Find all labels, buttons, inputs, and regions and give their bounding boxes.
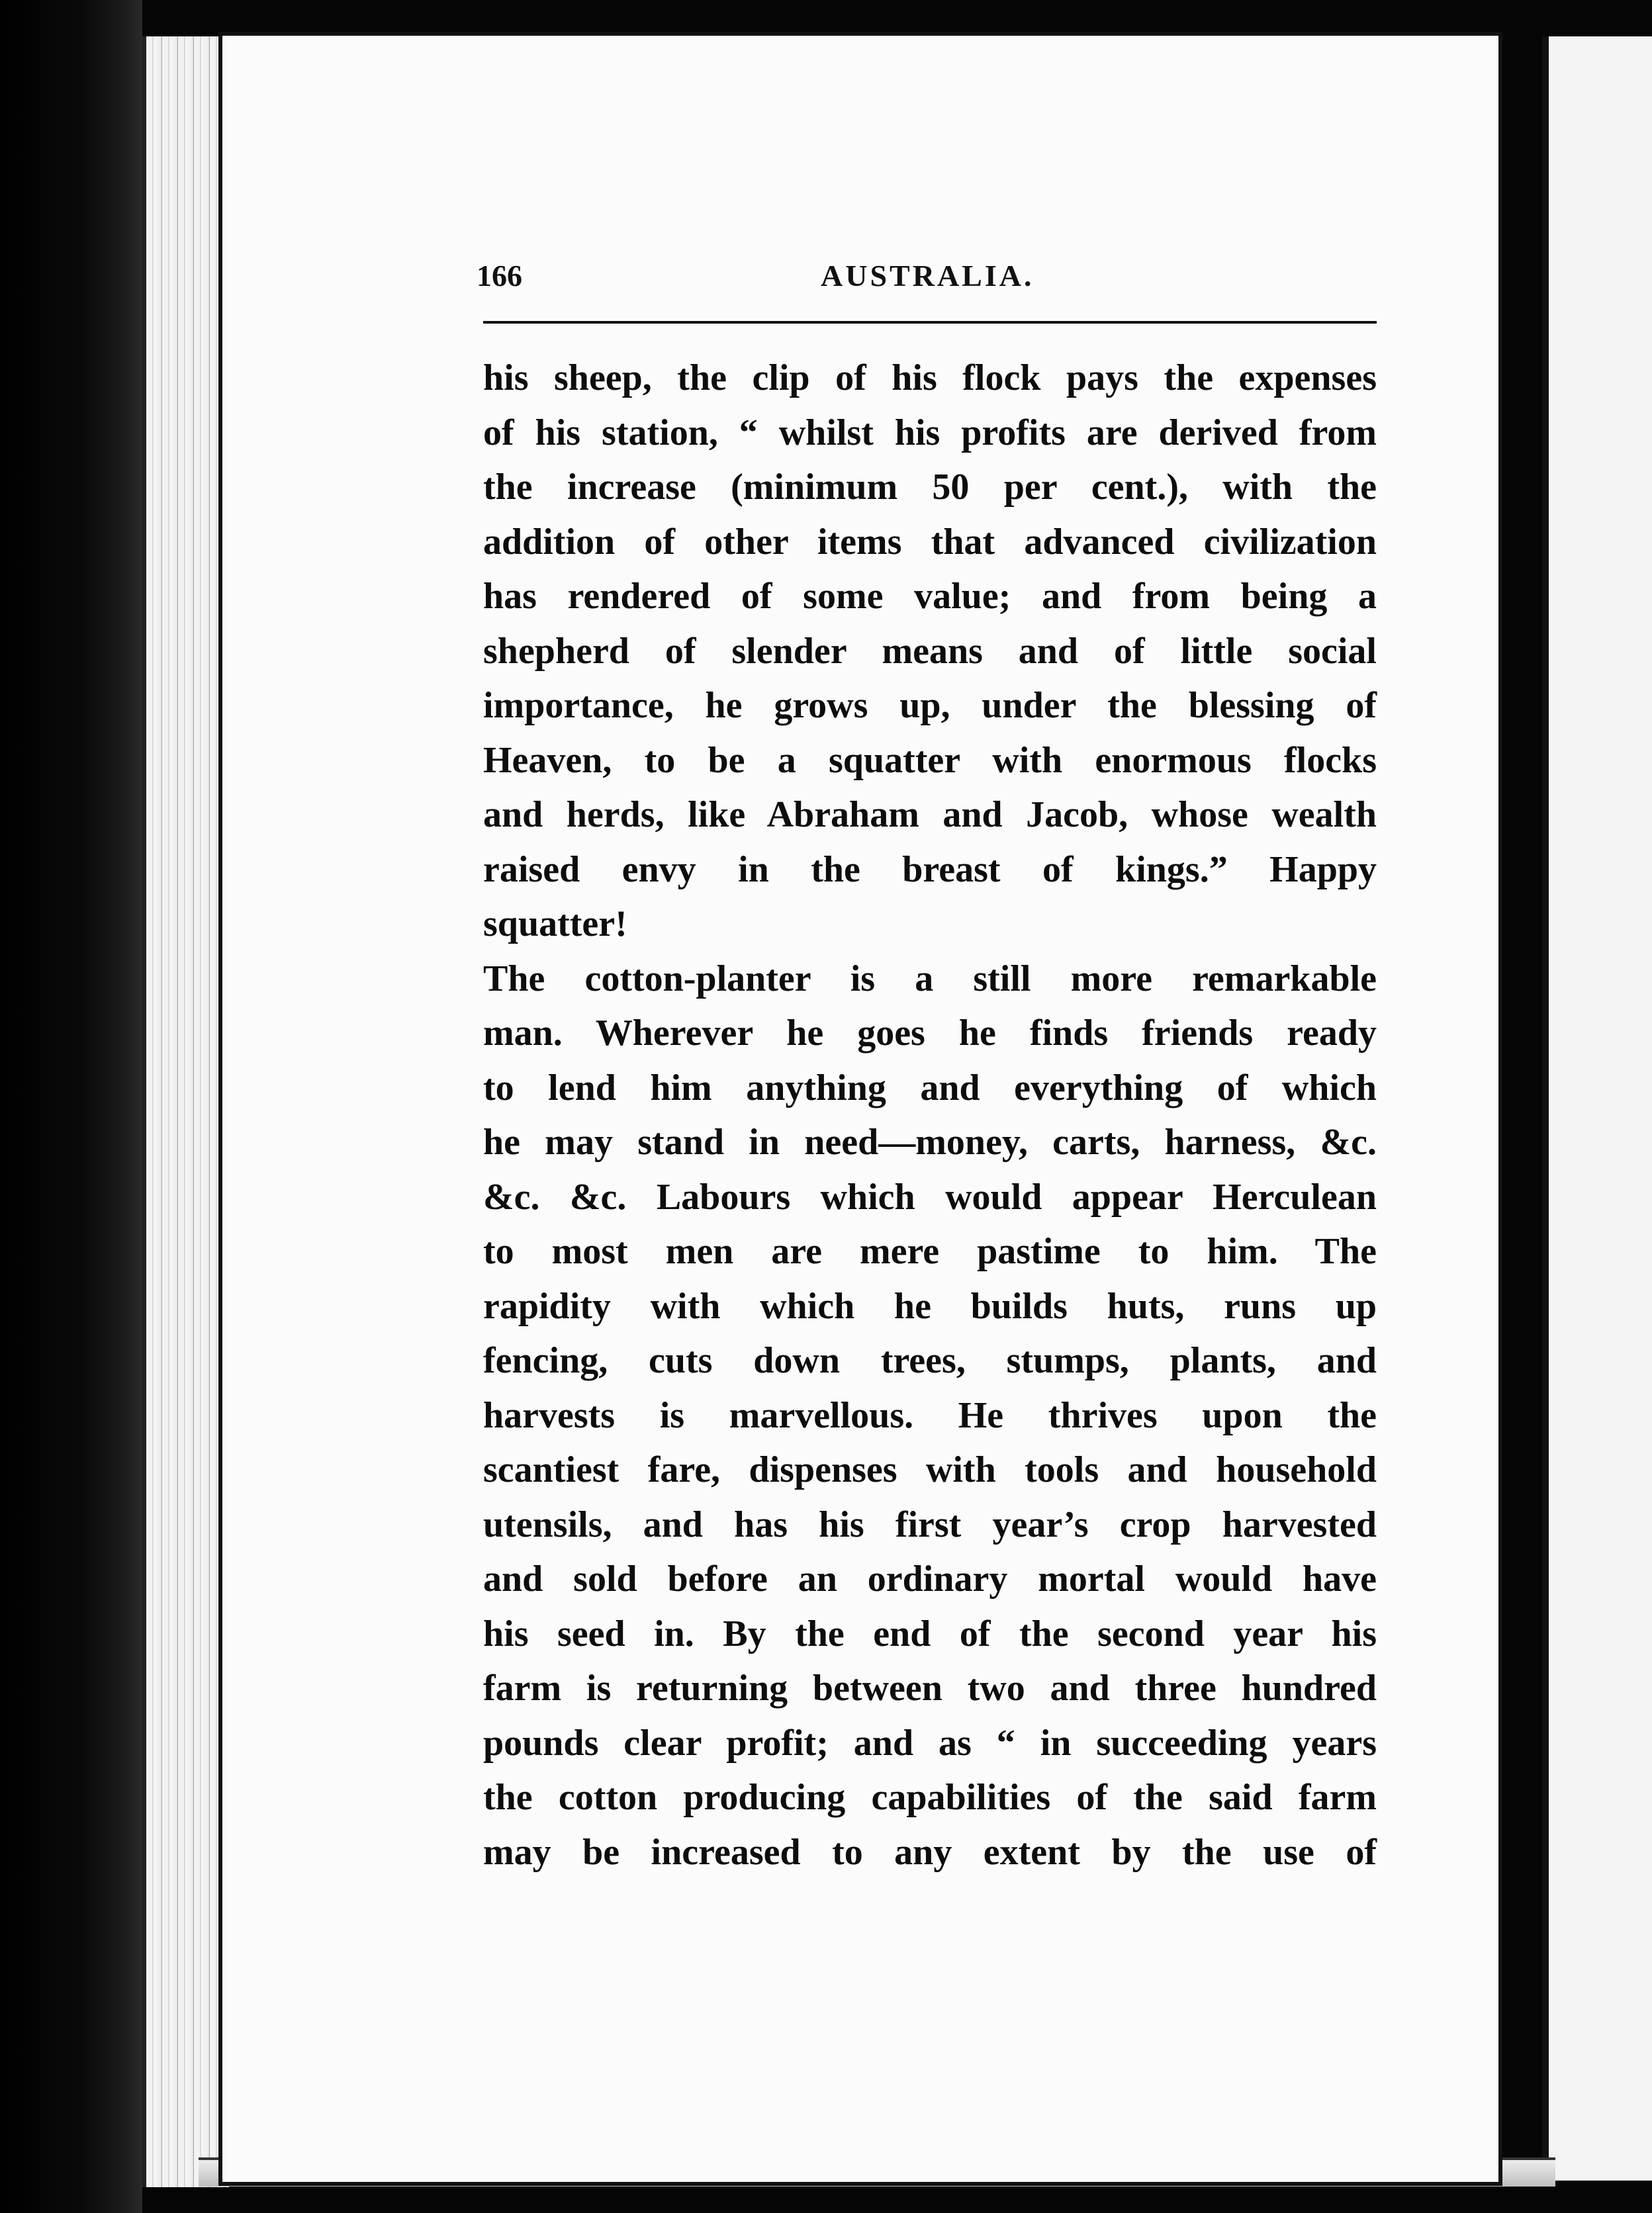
text-line: Heaven, to be a squatter with enormous flocks	[483, 739, 1377, 781]
text-line: to lend him anything and everything of which	[483, 1067, 1377, 1108]
text-line: his sheep, the clip of his flock pays the expenses	[483, 357, 1377, 398]
text-line: addition of other items that advanced civilization	[483, 521, 1377, 563]
text-line: his seed in. By the end of the second year his	[483, 1613, 1377, 1654]
page-edges	[142, 36, 229, 2187]
text-line: may be increased to any extent by the use of	[483, 1831, 1377, 1873]
text-line: the cotton producing capabilities of the said farm	[483, 1777, 1377, 1818]
running-head: AUSTRALIA.	[821, 259, 1034, 293]
text-line: has rendered of some value; and from being a	[483, 576, 1377, 617]
body-text	[483, 351, 1377, 1879]
text-line: shepherd of slender means and of little social	[483, 630, 1377, 672]
header-rule	[483, 321, 1377, 324]
text-line: farm is returning between two and three hundred	[483, 1668, 1377, 1709]
text-line: scantiest fare, dispenses with tools and household	[483, 1449, 1377, 1490]
text-line: rapidity with which he builds huts, runs up	[483, 1285, 1377, 1327]
text-line: utensils, and has his first year’s crop harvested	[483, 1504, 1377, 1545]
text-line: he may stand in need—money, carts, harness, &c.	[483, 1122, 1377, 1163]
facing-page-edge	[1542, 36, 1652, 2181]
text-line: &c. &c. Labours which would appear Herculean	[483, 1176, 1377, 1218]
text-line: raised envy in the breast of kings.” Happy	[483, 848, 1377, 890]
page-header	[477, 258, 1377, 311]
paragraph-start-line: The cotton-planter is a still more remarkable	[483, 958, 1377, 999]
text-line: and sold before an ordinary mortal would have	[483, 1558, 1377, 1600]
text-line: importance, he grows up, under the blessing of	[483, 685, 1377, 726]
text-line: squatter!	[483, 903, 627, 944]
text-line: of his station, “ whilst his profits are derived from	[483, 412, 1377, 453]
text-line: and herds, like Abraham and Jacob, whose wealth	[483, 794, 1377, 835]
text-line: fencing, cuts down trees, stumps, plants, and	[483, 1340, 1377, 1381]
text-line: harvests is marvellous. He thrives upon the	[483, 1394, 1377, 1436]
text-line: man. Wherever he goes he finds friends ready	[483, 1013, 1377, 1054]
text-line: the increase (minimum 50 per cent.), with the	[483, 467, 1377, 508]
text-line: pounds clear profit; and as “ in succeeding years	[483, 1722, 1377, 1764]
book-spine	[0, 0, 142, 2213]
page-number: 166	[477, 259, 522, 293]
text-line: to most men are mere pastime to him. The	[483, 1231, 1377, 1272]
